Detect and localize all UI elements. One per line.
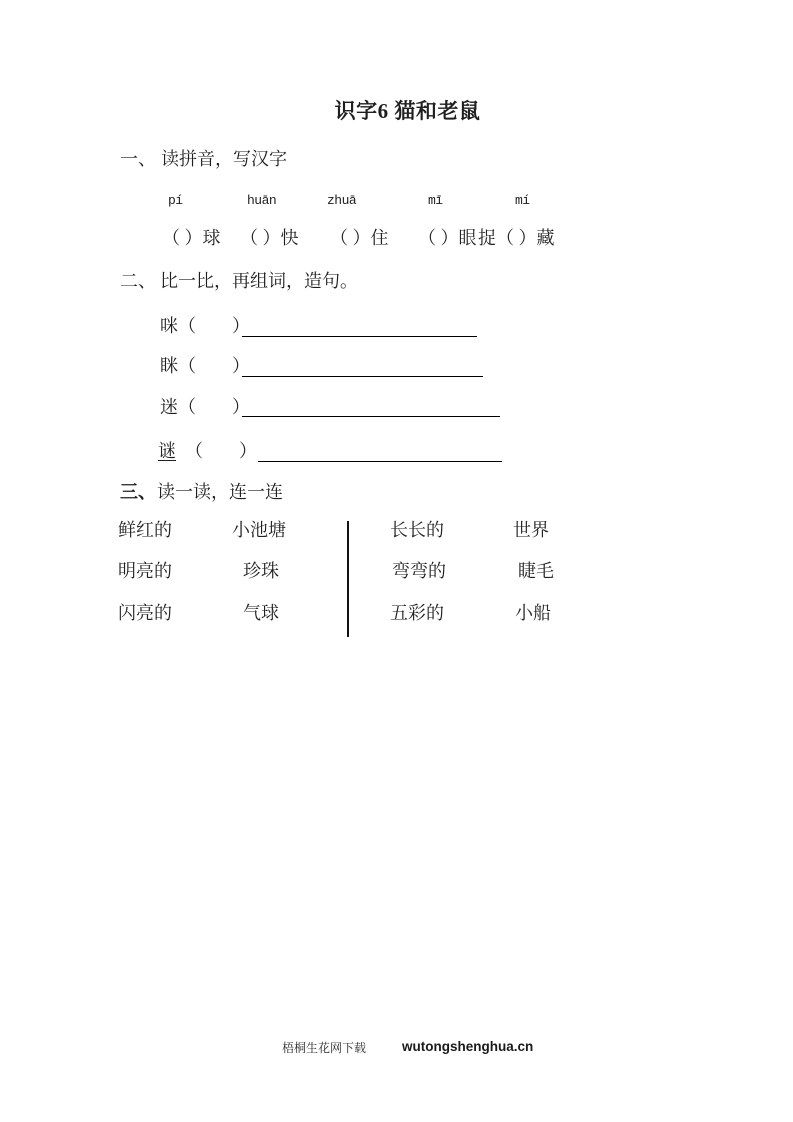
fill-blank-item: 捉（ ）藏 bbox=[478, 228, 555, 248]
pinyin-hint: huān bbox=[247, 193, 277, 208]
pinyin-hint: pí bbox=[168, 193, 183, 208]
section2-number: 二、 bbox=[120, 271, 156, 291]
section1-number: 一、 bbox=[120, 149, 156, 169]
pinyin-hint: mí bbox=[515, 193, 530, 208]
section3-heading: 读一读，连一连 bbox=[157, 482, 283, 502]
match-noun: 世界 bbox=[513, 520, 549, 540]
answer-parens: （ ） bbox=[178, 316, 250, 336]
answer-parens: （ ） bbox=[178, 356, 250, 376]
compare-word-row bbox=[158, 442, 257, 460]
match-adjective: 五彩的 bbox=[390, 603, 444, 623]
footer-site-name: 梧桐生花网下载 bbox=[282, 1041, 367, 1055]
match-noun: 小池塘 bbox=[232, 520, 286, 540]
match-noun: 小船 bbox=[515, 603, 551, 623]
compare-char: 眯 bbox=[160, 356, 178, 376]
fill-blank-item: （ ）住 bbox=[330, 228, 389, 248]
compare-word-row bbox=[160, 357, 250, 375]
match-noun: 珍珠 bbox=[243, 561, 279, 581]
match-adjective: 明亮的 bbox=[118, 561, 172, 581]
answer-blank-line bbox=[258, 461, 502, 462]
match-noun: 睫毛 bbox=[518, 561, 554, 581]
fill-blank-item: （ ）眼 bbox=[418, 228, 477, 248]
footer-site-url: wutongshenghua.cn bbox=[402, 1039, 534, 1054]
match-noun: 气球 bbox=[243, 603, 279, 623]
answer-blank-line bbox=[242, 376, 483, 377]
compare-char: 谜 bbox=[158, 441, 176, 461]
section1-heading: 读拼音，写汉字 bbox=[161, 149, 287, 169]
fill-blank-item: （ ）球 bbox=[162, 228, 221, 248]
compare-char: 迷 bbox=[160, 397, 178, 417]
pinyin-hint: zhuā bbox=[327, 193, 357, 208]
fill-blank-item: （ ）快 bbox=[240, 228, 299, 248]
match-adjective: 弯弯的 bbox=[392, 561, 446, 581]
answer-parens: （ ） bbox=[178, 397, 250, 417]
answer-parens: （ ） bbox=[176, 441, 257, 461]
section3-number: 三、 bbox=[120, 482, 156, 502]
match-adjective: 鲜红的 bbox=[118, 520, 172, 540]
column-divider-line bbox=[347, 521, 349, 637]
page-title: 识字6 猫和老鼠 bbox=[334, 99, 481, 123]
answer-blank-line bbox=[242, 416, 500, 417]
pinyin-hint: mī bbox=[428, 193, 443, 208]
match-adjective: 闪亮的 bbox=[118, 603, 172, 623]
compare-word-row bbox=[160, 398, 250, 416]
answer-blank-line bbox=[242, 336, 477, 337]
section2-heading: 比一比，再组词，造句。 bbox=[160, 271, 358, 291]
match-adjective: 长长的 bbox=[390, 520, 444, 540]
compare-char: 咪 bbox=[160, 316, 178, 336]
compare-word-row bbox=[160, 317, 250, 335]
